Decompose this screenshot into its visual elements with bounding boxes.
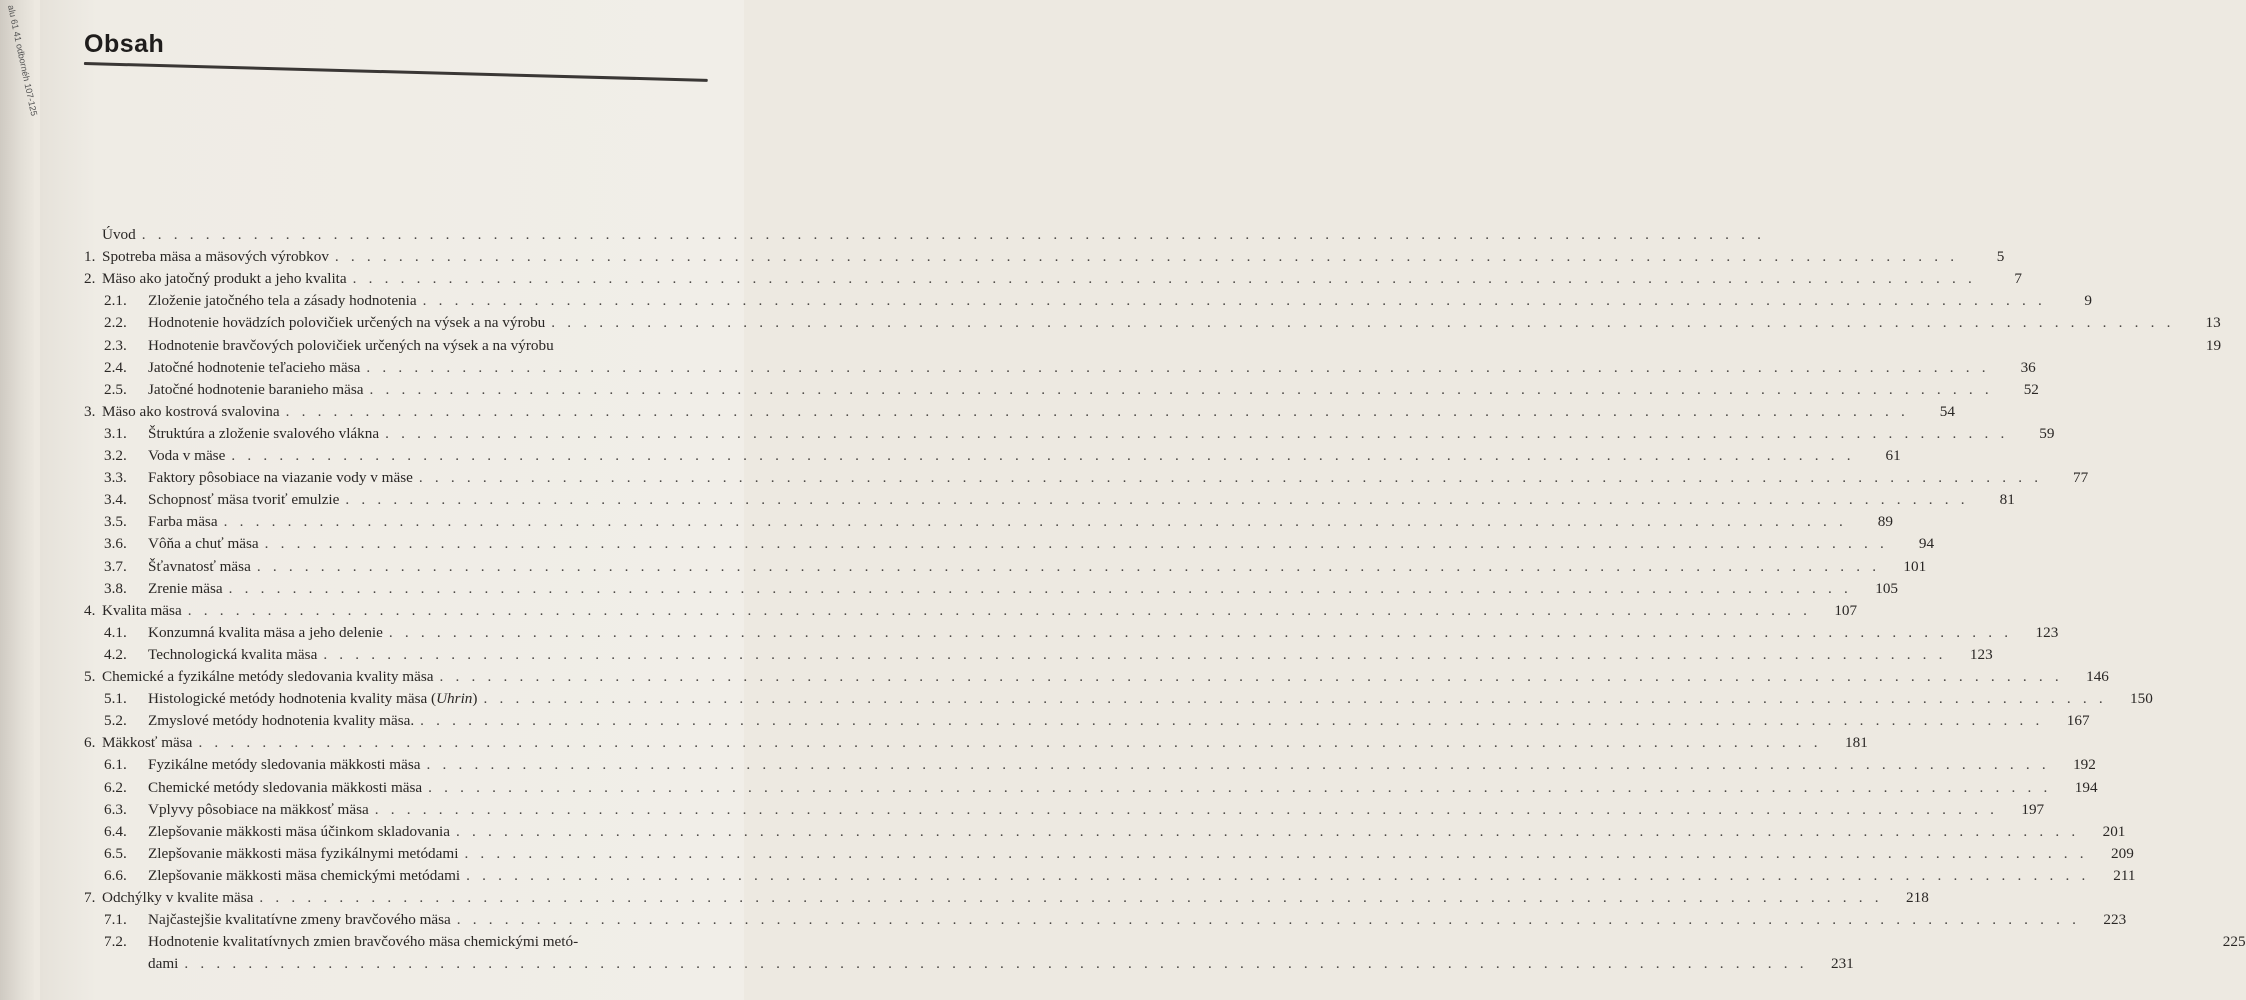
toc-page-number: 5	[1996, 248, 2005, 266]
toc-entry-number: 3.4.	[104, 491, 127, 509]
toc-entry-number: 2.5.	[104, 380, 127, 398]
toc-entry-number: 3.2.	[104, 447, 127, 464]
toc-entry-title	[148, 491, 339, 509]
toc-entry-number: 2.1.	[104, 292, 127, 310]
toc-entry-title-text: Mäso ako kostrová svalovina	[102, 402, 280, 420]
toc-entry-title-text: Odchýlky v kvalite mäsa	[102, 889, 254, 906]
toc-chapter-row	[84, 266, 2022, 288]
toc-entry-title	[148, 535, 259, 553]
toc-page-number: 181	[1845, 734, 1868, 752]
toc-page-number: 107	[1834, 601, 1858, 619]
toc-section-row	[84, 288, 2092, 310]
toc-entry-number: 4.	[84, 601, 96, 619]
toc-entry-title-text: Vplyvy pôsobiace na mäkkosť mäsa	[148, 800, 369, 818]
toc-leader-dots	[188, 602, 1811, 620]
toc-page-number: 61	[1885, 447, 1901, 464]
toc-page-number: 81	[1999, 491, 2015, 509]
toc-section-row	[84, 907, 2127, 929]
toc-page-number: 231	[1830, 955, 1854, 973]
toc-leader-dots	[420, 712, 2043, 730]
toc-leader-dots	[483, 690, 2106, 708]
toc-page-number: 7	[2014, 270, 2022, 288]
toc-entry-number: 7.1.	[104, 911, 127, 929]
toc-entry-title-text: Zmyslové metódy hodnotenia kvality mäsa.	[148, 712, 415, 730]
toc-chapter-row	[84, 598, 1858, 620]
toc-entry-title	[148, 469, 413, 487]
toc-page-number: 201	[2102, 822, 2126, 840]
toc-entry-title-text: Mäso ako jatočný produkt a jeho kvalita	[102, 270, 347, 288]
toc-entry-title-text: Zlepšovanie mäkkosti mäsa fyzikálnymi metódami	[148, 844, 459, 862]
toc-entry-number: 2.4.	[104, 358, 127, 376]
toc-section-row	[84, 355, 2036, 377]
toc-entry-title-text: Spotreba mäsa a mäsových výrobkov	[102, 248, 329, 266]
toc-section-row	[84, 863, 2136, 885]
toc-page-number: 218	[1906, 889, 1929, 906]
toc-entry-title	[148, 425, 379, 443]
toc-section-row	[84, 576, 1899, 598]
toc-page-number: 77	[2073, 469, 2089, 487]
toc-entry-title-text: Hodnotenie bravčových polovičiek určených na výsek a na výrobu	[148, 336, 554, 354]
toc-page-number: 52	[2023, 380, 2039, 398]
toc-entry-title	[102, 403, 280, 421]
toc-entry-number: 6.3.	[104, 800, 127, 818]
toc-entry-title-text: Voda v mäse	[148, 447, 226, 464]
toc-section-row	[84, 775, 2098, 797]
toc-entry-number: 3.8.	[104, 579, 127, 597]
toc-entry-title	[102, 889, 253, 907]
toc-section-row	[84, 531, 1935, 553]
toc-entry-title-text: Úvod	[102, 226, 136, 243]
toc-leader-dots	[257, 558, 1880, 576]
toc-entry-title-text: Jatočné hodnotenie teľacieho mäsa	[148, 358, 361, 376]
toc-entry-number: 7.2.	[104, 933, 127, 951]
toc-entry-title-text: Jatočné hodnotenie baranieho mäsa	[148, 380, 364, 398]
toc-entry-title	[102, 270, 347, 288]
toc-entry-title-text: Chemické a fyzikálne metódy sledovania kvality mäsa	[102, 668, 434, 685]
toc-section-row	[84, 310, 2221, 332]
toc-page-number: 167	[2066, 712, 2090, 730]
toc-leader-dots	[370, 381, 1993, 399]
toc-leader-dots	[456, 823, 2079, 841]
toc-entry-title	[148, 845, 458, 863]
toc-entry-title	[148, 624, 383, 642]
toc-entry-number: 6.	[84, 734, 96, 752]
toc-page-number: 59	[2039, 424, 2055, 442]
toc-page-number: 19	[2205, 336, 2222, 354]
toc-entry-number: 1.	[84, 248, 96, 266]
toc-section-row	[84, 708, 2090, 730]
toc-entry-title	[148, 580, 223, 598]
toc-entry-author: Uhrin	[436, 690, 473, 708]
toc-entry-title-text: Zlepšovanie mäkkosti mäsa účinkom skladovania	[148, 822, 450, 840]
toc-entry-number: 6.1.	[104, 756, 127, 774]
toc-leader-dots	[423, 292, 2046, 310]
toc-entry-title	[148, 359, 360, 377]
toc-entry-number: 3.6.	[104, 535, 127, 553]
toc-leader-dots	[353, 270, 1976, 288]
toc-entry-title	[148, 801, 369, 819]
toc-page-number: 36	[2020, 358, 2036, 376]
toc-leader-dots	[345, 491, 1968, 509]
toc-page-number: 194	[2074, 778, 2098, 796]
title-underline	[84, 62, 708, 82]
toc-leader-dots	[419, 469, 2042, 487]
toc-entry-number: 4.1.	[104, 623, 127, 641]
toc-page-number: 105	[1875, 579, 1899, 597]
toc-entry-title-text: Fyzikálne metódy sledovania mäkkosti mäsa	[148, 756, 421, 774]
toc-entry-title	[102, 602, 182, 620]
toc-entry-title	[148, 911, 451, 929]
toc-entry-title-text: Technologická kvalita mäsa	[148, 645, 318, 663]
toc-entry-title-text: dami	[148, 955, 179, 973]
book-page	[40, 0, 2246, 1000]
toc-entry-title-text: Konzumná kvalita mäsa a jeho delenie	[148, 623, 383, 641]
toc-entry-number: 2.2.	[104, 314, 127, 332]
toc-entry-number: 3.3.	[104, 469, 127, 487]
toc-entry-title-text: Štruktúra a zloženie svalového vlákna	[148, 424, 380, 442]
toc-entry-title	[148, 646, 317, 664]
toc-entry-title	[148, 756, 420, 774]
toc-entry-number: 5.1.	[104, 690, 127, 708]
toc-entry-number: 6.2.	[104, 778, 127, 796]
toc-entry-number: 5.2.	[104, 712, 127, 730]
toc-entry-title	[148, 779, 422, 797]
toc-entry-title-text: Vôňa a chuť mäsa	[148, 535, 259, 553]
toc-entry-title: Histologické metódy hodnotenia kvality mäsa (Uhrin)	[148, 690, 478, 708]
toc-leader-dots	[231, 447, 1854, 465]
toc-entry-title	[148, 933, 578, 951]
toc-entry-title-text: Šťavnatosť mäsa	[148, 557, 251, 575]
toc-section-row	[84, 841, 2134, 863]
toc-leader-dots	[464, 845, 2087, 863]
toc-leader-dots	[259, 889, 1882, 907]
toc-chapter-row	[84, 244, 2005, 266]
toc-entry-title	[148, 513, 218, 531]
toc-entry-title	[148, 955, 178, 973]
toc-page-number: 123	[1969, 645, 1993, 663]
toc-leader-dots	[366, 359, 1989, 377]
toc-entry-number: 3.7.	[104, 557, 127, 575]
toc-page-number: 13	[2205, 314, 2221, 332]
toc-entry-title-text: Zloženie jatočného tela a zásady hodnotenia	[148, 292, 417, 310]
gutter-margin-note: alu 61 41 odbornéh 107-125	[5, 4, 40, 117]
toc-leader-dots	[198, 734, 1821, 752]
toc-entry-title	[148, 712, 414, 730]
toc-section-row	[84, 929, 2246, 951]
toc-page-number: 223	[2103, 911, 2127, 929]
toc-entry-title	[148, 823, 450, 841]
toc-entry-title-text: Schopnosť mäsa tvoriť emulzie	[148, 491, 340, 509]
toc-page-number: 209	[2111, 844, 2134, 862]
toc-entry-title	[148, 314, 545, 332]
toc-entry-number: 5.	[84, 668, 96, 685]
toc-page-number: 101	[1903, 557, 1927, 575]
book-gutter	[0, 0, 40, 1000]
toc-chapter-row	[84, 399, 1955, 421]
page-title: Obsah	[84, 30, 165, 58]
toc-leader-dots	[323, 646, 1946, 664]
toc-entry-title	[148, 558, 251, 576]
toc-entry-title-text: Histologické metódy hodnotenia kvality mäsa	[148, 690, 428, 708]
toc-leader-dots	[184, 955, 1807, 973]
toc-chapter-row	[84, 222, 710, 244]
toc-page-number: 146	[2086, 668, 2109, 685]
toc-section-row	[84, 333, 2222, 355]
toc-section-row	[84, 951, 1854, 973]
toc-section-row	[84, 642, 1993, 664]
toc-leader-dots	[428, 779, 2051, 797]
toc-leader-dots	[375, 801, 1998, 819]
toc-section-row	[84, 554, 1927, 576]
toc-entry-title	[148, 447, 225, 465]
toc-page-number: 89	[1877, 513, 1893, 531]
toc-entry-title	[148, 337, 554, 355]
toc-page-number: 192	[2073, 756, 2096, 774]
toc-chapter-row	[84, 730, 1868, 752]
toc-entry-title	[102, 668, 434, 686]
toc-entry-number: 6.6.	[104, 866, 127, 884]
toc-section-row	[84, 377, 2039, 399]
toc-leader-dots	[335, 248, 1958, 266]
toc-entry-title	[102, 734, 192, 752]
toc-leader-dots	[385, 425, 2008, 443]
toc-leader-dots	[265, 535, 1888, 553]
toc-section-row	[84, 465, 2089, 487]
toc-section-row	[84, 509, 1893, 531]
toc-entry-title-text: Hodnotenie kvalitatívnych zmien bravčového mäsa chemickými metó-	[148, 933, 579, 951]
toc-leader-dots	[426, 756, 2049, 774]
toc-leader-dots	[224, 513, 1847, 531]
toc-page-number: 150	[2130, 690, 2153, 708]
toc-section-row	[84, 421, 2055, 443]
toc-page-number: 197	[2021, 800, 2045, 818]
toc-leader-dots	[142, 226, 1765, 244]
toc-section-row	[84, 620, 2059, 642]
toc-leader-dots	[286, 403, 1909, 421]
toc-entry-title	[102, 226, 136, 244]
toc-leader-dots	[551, 314, 2174, 332]
toc-entry-title-text: Najčastejšie kvalitatívne zmeny bravčového mäsa	[148, 911, 451, 929]
toc-entry-number: 2.3.	[104, 336, 127, 354]
toc-section-row	[84, 797, 2045, 819]
toc-page-number: 54	[1939, 402, 1955, 420]
toc-entry-number: 3.	[84, 402, 96, 420]
toc-leader-dots	[457, 911, 2080, 929]
toc-entry-title	[102, 248, 329, 266]
toc-entry-number: 6.4.	[104, 822, 127, 840]
toc-leader-dots	[440, 668, 2063, 686]
toc-entry-title-text: Mäkkosť mäsa	[102, 734, 193, 752]
toc-entry-number: 6.5.	[104, 844, 127, 862]
toc-page-number: 225	[2222, 933, 2246, 951]
toc-chapter-row	[84, 664, 2109, 686]
toc-section-row	[84, 752, 2096, 774]
toc-page-number: 94	[1918, 535, 1935, 553]
toc-entry-title	[148, 292, 417, 310]
toc-section-row	[84, 443, 1901, 465]
toc-entry-title-text: Hodnotenie hovädzích polovičiek určených na výsek a na výrobu	[148, 314, 546, 332]
toc-entry-title-text: Chemické metódy sledovania mäkkosti mäsa	[148, 778, 423, 796]
toc-entry-title-text: Farba mäsa	[148, 513, 218, 531]
toc-entry-number: 3.5.	[104, 513, 127, 531]
toc-entry-title-text: Faktory pôsobiace na viazanie vody v mäse	[148, 469, 413, 487]
toc-entry-title-text: Zlepšovanie mäkkosti mäsa chemickými metódami	[148, 866, 461, 884]
toc-entry-title	[148, 381, 364, 399]
toc-page-number: 211	[2113, 866, 2136, 884]
toc-entry-number: 2.	[84, 270, 96, 288]
toc-entry-title	[148, 867, 460, 885]
toc-entry-title-text: Kvalita mäsa	[102, 601, 182, 619]
toc-section-row	[84, 686, 2153, 708]
toc-chapter-row	[84, 885, 1929, 907]
toc-entry-number: 4.2.	[104, 645, 127, 663]
toc-page-number: 123	[2035, 623, 2059, 641]
toc-section-row	[84, 487, 2015, 509]
toc-leader-dots	[389, 624, 2012, 642]
toc-entry-title-text: Zrenie mäsa	[148, 579, 223, 597]
toc-section-row	[84, 819, 2126, 841]
toc-page-number: 9	[2084, 292, 2092, 310]
toc-entry-number: 3.1.	[104, 424, 127, 442]
toc-entry-number: 7.	[84, 889, 96, 906]
toc-leader-dots	[229, 580, 1852, 598]
toc-leader-dots	[466, 867, 2089, 885]
